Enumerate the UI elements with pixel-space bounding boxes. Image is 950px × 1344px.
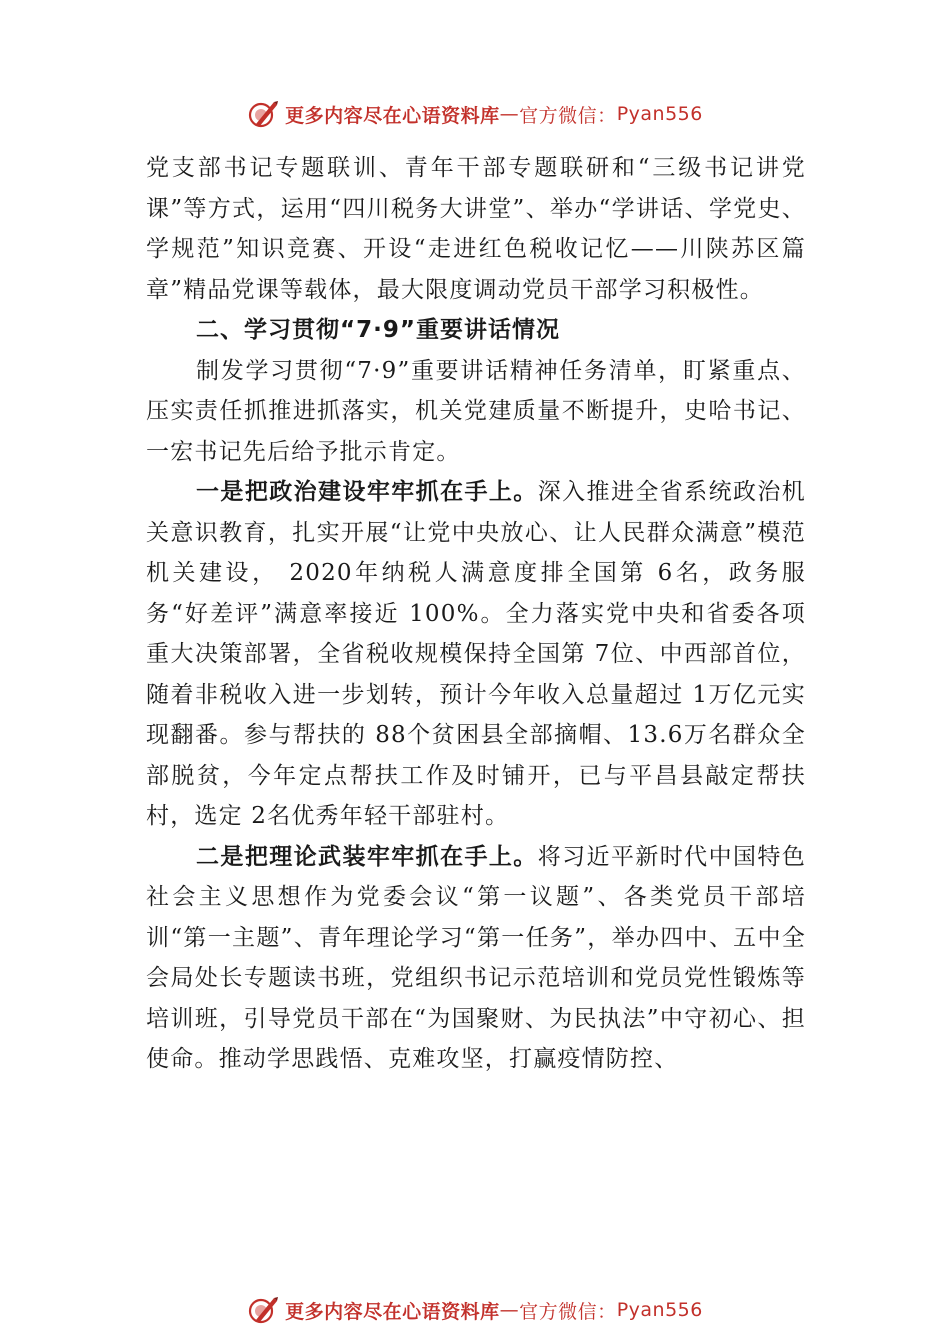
- section-heading-2: 二、学习贯彻“7·9”重要讲话情况: [196, 317, 560, 343]
- watermark-banner-bottom: [0, 1290, 950, 1330]
- paragraph-task-list: 制发学习贯彻“7·9”重要讲话精神任务清单，盯紧重点、压实责任抓推进抓落实，机关党建质量不断提升，史哈书记、一宏书记先后给予批示肯定。: [146, 357, 806, 465]
- paragraph-text-theory: 将习近平新时代中国特色社会主义思想作为党委会议“第一议题”、各类党员干部培训“第一主题”、青年理论学习“第一任务”，举办四中、五中全会局处长专题读书班，党组织书记示范培训和党员党性锻炼等培训班，引导党员干部在“为国聚财、为民执法”中守初心、担使命。推动学思践悟、克难攻坚，打赢疫情防控、: [146, 843, 806, 1072]
- watermark-wechat-id: Pyan556: [616, 103, 703, 125]
- watermark-separator: —: [499, 1299, 520, 1321]
- paragraph-continuation: 党支部书记专题联训、青年干部专题联研和“三级书记讲党课”等方式，运用“四川税务大讲堂”、举办“学讲话、学党史、学规范”知识竞赛、开设“走进红色税收记忆——川陕苏区篇章”精品党课等载体，最大限度调动党员干部学习积极性。: [146, 155, 806, 303]
- watermark-wechat-id: Pyan556: [616, 1299, 703, 1321]
- paragraph-political-building: [146, 472, 806, 837]
- watermark-wechat-label: 官方微信：: [519, 104, 617, 127]
- pen-seal-logo-icon: [247, 98, 279, 130]
- watermark-banner-top: [0, 94, 950, 134]
- watermark-separator: —: [499, 103, 520, 125]
- paragraph-text-political: 深入推进全省系统政治机关意识教育，扎实开展“让党中央放心、让人民群众满意”模范机关建设， 2020年纳税人满意度排全国第 6名，政务服务“好差评”满意率接近 100%。全力落实党中央和省委各项重大决策部署，全省税收规模保持全国第 7位、中西部首位，随着非税收入进一步划转，预计今年收入总量超过 1万亿元实现翻番。参与帮扶的 88个贫困县全部摘帽、13.6万名群众全部脱贫，今年定点帮扶工作及时铺开，已与平昌县敲定帮扶村，选定 2名优秀年轻干部驻村。: [146, 479, 806, 829]
- pen-seal-logo-icon: [247, 1294, 279, 1326]
- paragraph-theory-arming: [146, 837, 806, 1080]
- watermark-wechat-label: 官方微信：: [519, 1300, 617, 1323]
- document-body: [146, 148, 806, 1080]
- paragraph-lead-political: 一是把政治建设牢牢抓在手上。: [196, 478, 538, 505]
- watermark-brand: 更多内容尽在心语资料库: [285, 104, 500, 127]
- paragraph-lead-theory: 二是把理论武装牢牢抓在手上。: [196, 842, 538, 870]
- watermark-brand: 更多内容尽在心语资料库: [285, 1300, 500, 1323]
